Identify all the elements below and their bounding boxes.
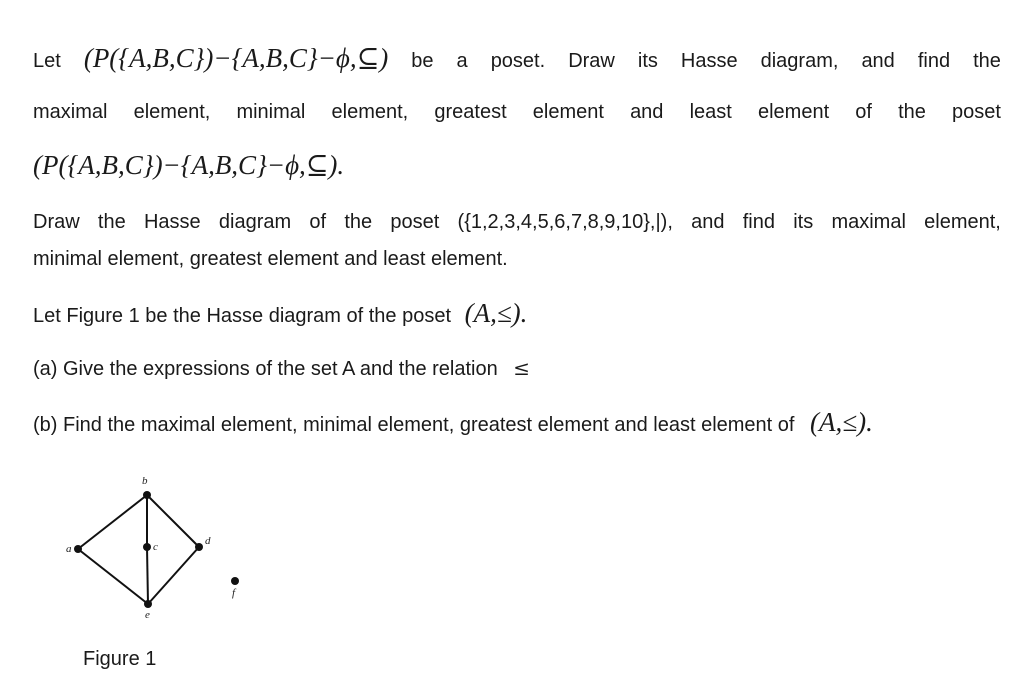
node-b [143, 491, 151, 499]
q2-word: element, [924, 211, 1001, 233]
q2-word: Draw [33, 211, 80, 233]
q1-poset-expression-repeat: (P({A,B,C})−{A,B,C}−ϕ,⊆). [33, 150, 345, 180]
label-b: b [142, 475, 148, 487]
node-d [195, 543, 203, 551]
q1-word: a [456, 50, 468, 72]
q3-part-b-poset: (A,≤). [810, 407, 873, 437]
q1-word: diagram, [760, 50, 839, 72]
q3-part-a-text: (a) Give the expressions of the set A and the relation [33, 358, 498, 380]
q1-let-word: Let [33, 50, 61, 72]
q1-word: least [689, 101, 732, 123]
q1-word: element, [133, 101, 211, 123]
q1-word: element [757, 101, 830, 123]
edge-c-e [147, 547, 148, 604]
q1-poset-expression: (P({A,B,C})−{A,B,C}−ϕ,⊆) [83, 43, 389, 73]
label-e: e [145, 609, 150, 621]
figure-background [70, 468, 270, 628]
q1-word: the [973, 50, 1001, 72]
q1-line-3 [33, 152, 344, 179]
q1-word: minimal [236, 101, 306, 123]
q1-line-1 [33, 45, 1001, 72]
q1-word: element, [331, 101, 409, 123]
q1-word: poset [952, 101, 1001, 123]
q1-word: and [861, 50, 895, 72]
q1-word: Draw [568, 50, 615, 72]
q1-word: poset. [490, 50, 546, 72]
q2-word: maximal [831, 211, 906, 233]
q1-word: and [630, 101, 664, 123]
q3-intro-poset: (A,≤). [464, 298, 528, 328]
hasse-diagram [66, 468, 270, 628]
q3-intro [33, 300, 527, 327]
q2-word: the [344, 211, 373, 233]
q3-intro-text: Let Figure 1 be the Hasse diagram of the poset [33, 305, 452, 327]
node-e [144, 600, 152, 608]
q2-word: Hasse [143, 211, 201, 233]
node-a [74, 545, 82, 553]
q2-word: diagram [218, 211, 292, 233]
q2-word: and [691, 211, 725, 233]
q2-word: its [793, 211, 814, 233]
q2-word: of [309, 211, 327, 233]
q2-line-2: minimal element, greatest element and least element. [33, 248, 508, 270]
q1-word: its [637, 50, 658, 72]
label-a: a [66, 543, 72, 555]
q3-part-b [33, 409, 873, 436]
q2-word: ({1,2,3,4,5,6,7,8,9,10},|), [457, 211, 673, 233]
q1-word: maximal [33, 101, 108, 123]
q3-part-a [33, 358, 530, 379]
label-c: c [153, 541, 158, 553]
q3-part-b-text: (b) Find the maximal element, minimal element, greatest element and least element of [33, 414, 795, 436]
q2-line-1 [33, 212, 1001, 232]
q2-word: find [742, 211, 775, 233]
node-f [231, 577, 239, 585]
q2-word: poset [390, 211, 440, 233]
q1-line-2 [33, 102, 1001, 122]
q1-word: of [855, 101, 872, 123]
q3-part-a-relation-symbol: ≤ [513, 356, 531, 380]
q1-word: be [411, 50, 434, 72]
q2-word: the [97, 211, 126, 233]
q1-word: Hasse [680, 50, 738, 72]
q1-word: find [917, 50, 951, 72]
q1-word: element [532, 101, 604, 123]
figure-caption: Figure 1 [83, 648, 157, 670]
node-c [143, 543, 151, 551]
label-f: f [232, 587, 236, 599]
label-d: d [205, 535, 211, 547]
q1-word: greatest [434, 101, 507, 123]
q1-word: the [898, 101, 926, 123]
